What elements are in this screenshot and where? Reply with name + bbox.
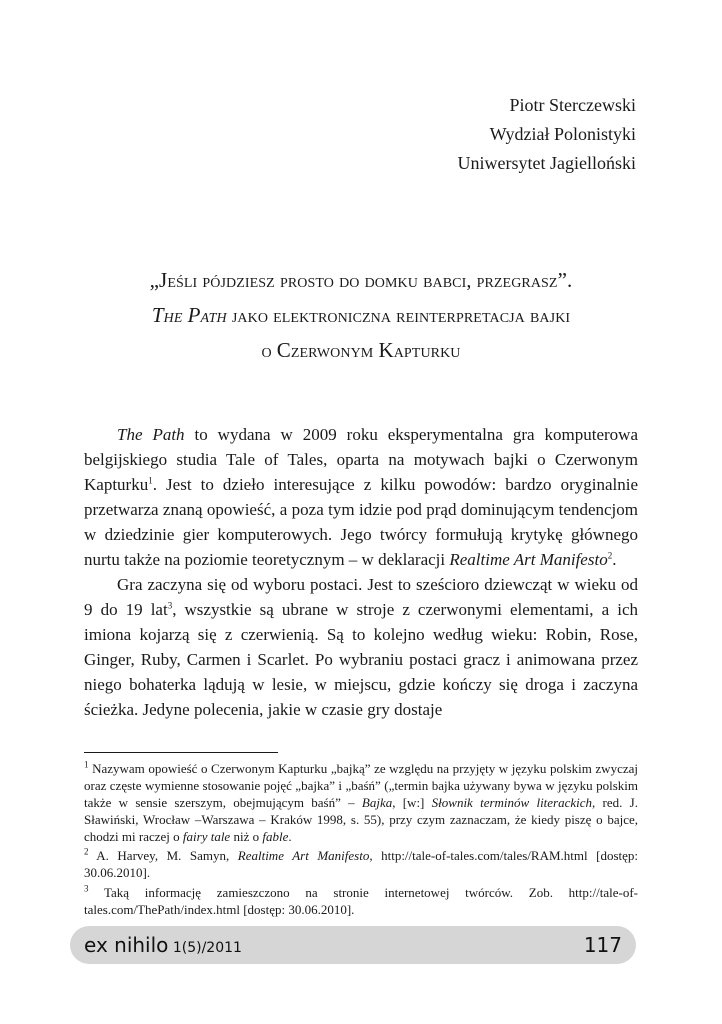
paragraph-2-text-2: , wszystkie są ubrane w stroje z czerwonymi elementami, a ich imiona kojarzą się z czerwienią. Są to kolejno według wieku: Robin, Rose, Ginger, Ruby, Carmen i Scarlet. Po wybraniu postaci gracz i animowana przez niego bohaterka lądują w lesie, w miejscu, gdzie kończy się droga i zaczyna ścieżka. Jedyne polecenia, jakie w czasie gry dostaje	[84, 600, 638, 719]
author-name: Piotr Sterczewski	[509, 95, 636, 115]
paragraph-2	[84, 572, 638, 722]
title-apturku: apturku	[393, 340, 461, 362]
paragraph-1-text-3: .	[612, 550, 617, 569]
footnote-1-text-1: Nazywam opowieść o Czerwonym Kapturku „bajką” ze względu na przyjęty w języku polskim zwyczaj oraz częste wymienne stosowanie pojęć „bajka” i „baśń” („termin bajka używany bywa w języku polskim także w sensie szerszym, obejmującym baśń” –	[84, 761, 638, 810]
footnote-1-mark: 1	[84, 759, 89, 770]
title-line-1	[84, 263, 638, 298]
author-block	[458, 91, 636, 178]
footnote-1-text-3: , red. J. Sławiński, Wrocław –Warszawa – Kraków 1998, s. 55), przy czym zaznaczam, że kiedy piszę o bajce, chodzi mi raczej o	[84, 795, 638, 844]
title-open-quote: „J	[149, 268, 168, 292]
footnote-2	[84, 847, 638, 881]
title-line-2	[84, 298, 638, 333]
title-zerwonym: zerwonym	[290, 340, 379, 362]
footnote-1-italic-4: fable	[262, 829, 289, 844]
footnote-3-text-1[interactable]: Taką informację zamieszczono na stronie internetowej twórców. Zob. http://tale-of-tales.com/ThePath/index.html [dostęp: 30.06.2010].	[84, 885, 638, 917]
title-t: T	[151, 303, 164, 327]
footnote-2-italic-1: Realtime Art Manifesto	[237, 848, 370, 863]
author-university: Uniwersytet Jagielloński	[457, 153, 636, 173]
title-line-1-text: eśli pójdziesz prosto do domku babci, przegrasz	[167, 270, 558, 292]
footnote-3-mark: 3	[84, 883, 89, 894]
article-title	[84, 263, 638, 368]
paragraph-1-text-1: to wydana w 2009 roku eksperymentalna gra komputerowa belgijskiego studia Tale of Tales, oparta na motywach bajki o Czerwonym Kapturku	[84, 425, 639, 494]
paragraph-1	[84, 422, 638, 572]
footnote-1-text-4: niż o	[230, 829, 263, 844]
footnotes	[84, 760, 638, 921]
manifesto-title-italic: Realtime Art Manifesto	[449, 550, 608, 569]
title-close-quote: ”.	[557, 268, 573, 292]
paragraph-1-text-2: . Jest to dzieło interesujące z kilku powodów: bardzo oryginalnie przetwarza znaną opowieść, a poza tym idzie pod prąd dominującym tendencjom w dziedzinie gier komputerowych. Jego twórcy formułują krytykę głównego nurtu także na poziomie teoretycznym – w deklaracji	[84, 475, 638, 569]
title-line-2-text: jako elektroniczna reinterpretacja bajki	[226, 305, 571, 327]
footnote-ref-2[interactable]: 2	[607, 550, 613, 561]
title-k: K	[378, 338, 394, 362]
footnote-1-text-2: , [w:]	[392, 795, 432, 810]
game-title-italic: The Path	[117, 425, 185, 444]
footnote-1-italic-3: fairy tale	[182, 829, 231, 844]
footnote-1-text-5: .	[288, 829, 292, 844]
footnote-1-italic-2: Słownik terminów literackich	[431, 795, 593, 810]
title-o: o	[261, 340, 277, 362]
footnote-divider	[84, 752, 278, 753]
footnote-3	[84, 884, 638, 918]
footnote-2-text-2[interactable]: , http://tale-of-tales.com/tales/RAM.html [dostęp: 30.06.2010].	[84, 848, 638, 880]
article-body	[84, 422, 638, 722]
journal-title: ex nihilo	[84, 933, 169, 957]
page-footer	[70, 926, 636, 964]
page-number: 117	[583, 933, 622, 957]
journal-issue: 1(5)/2011	[168, 940, 242, 956]
footnote-1	[84, 760, 638, 845]
title-he: he	[163, 305, 188, 327]
paragraph-2-text-1: Gra zaczyna się od wyboru postaci. Jest to sześcioro dziewcząt w wieku od 9 do 19 lat	[84, 575, 638, 619]
footnote-2-mark: 2	[84, 846, 89, 857]
title-p: P	[187, 303, 201, 327]
footnote-ref-1[interactable]: 1	[148, 475, 153, 486]
title-c: C	[276, 338, 291, 362]
footnote-1-italic-1: Bajka	[361, 795, 393, 810]
footnote-2-text-1: A. Harvey, M. Samyn,	[88, 848, 238, 863]
journal-name	[84, 931, 242, 962]
author-department: Wydział Polonistyki	[489, 124, 636, 144]
footnote-ref-3[interactable]: 3	[167, 600, 173, 611]
title-line-3	[84, 333, 638, 368]
title-ath: ath	[200, 305, 227, 327]
